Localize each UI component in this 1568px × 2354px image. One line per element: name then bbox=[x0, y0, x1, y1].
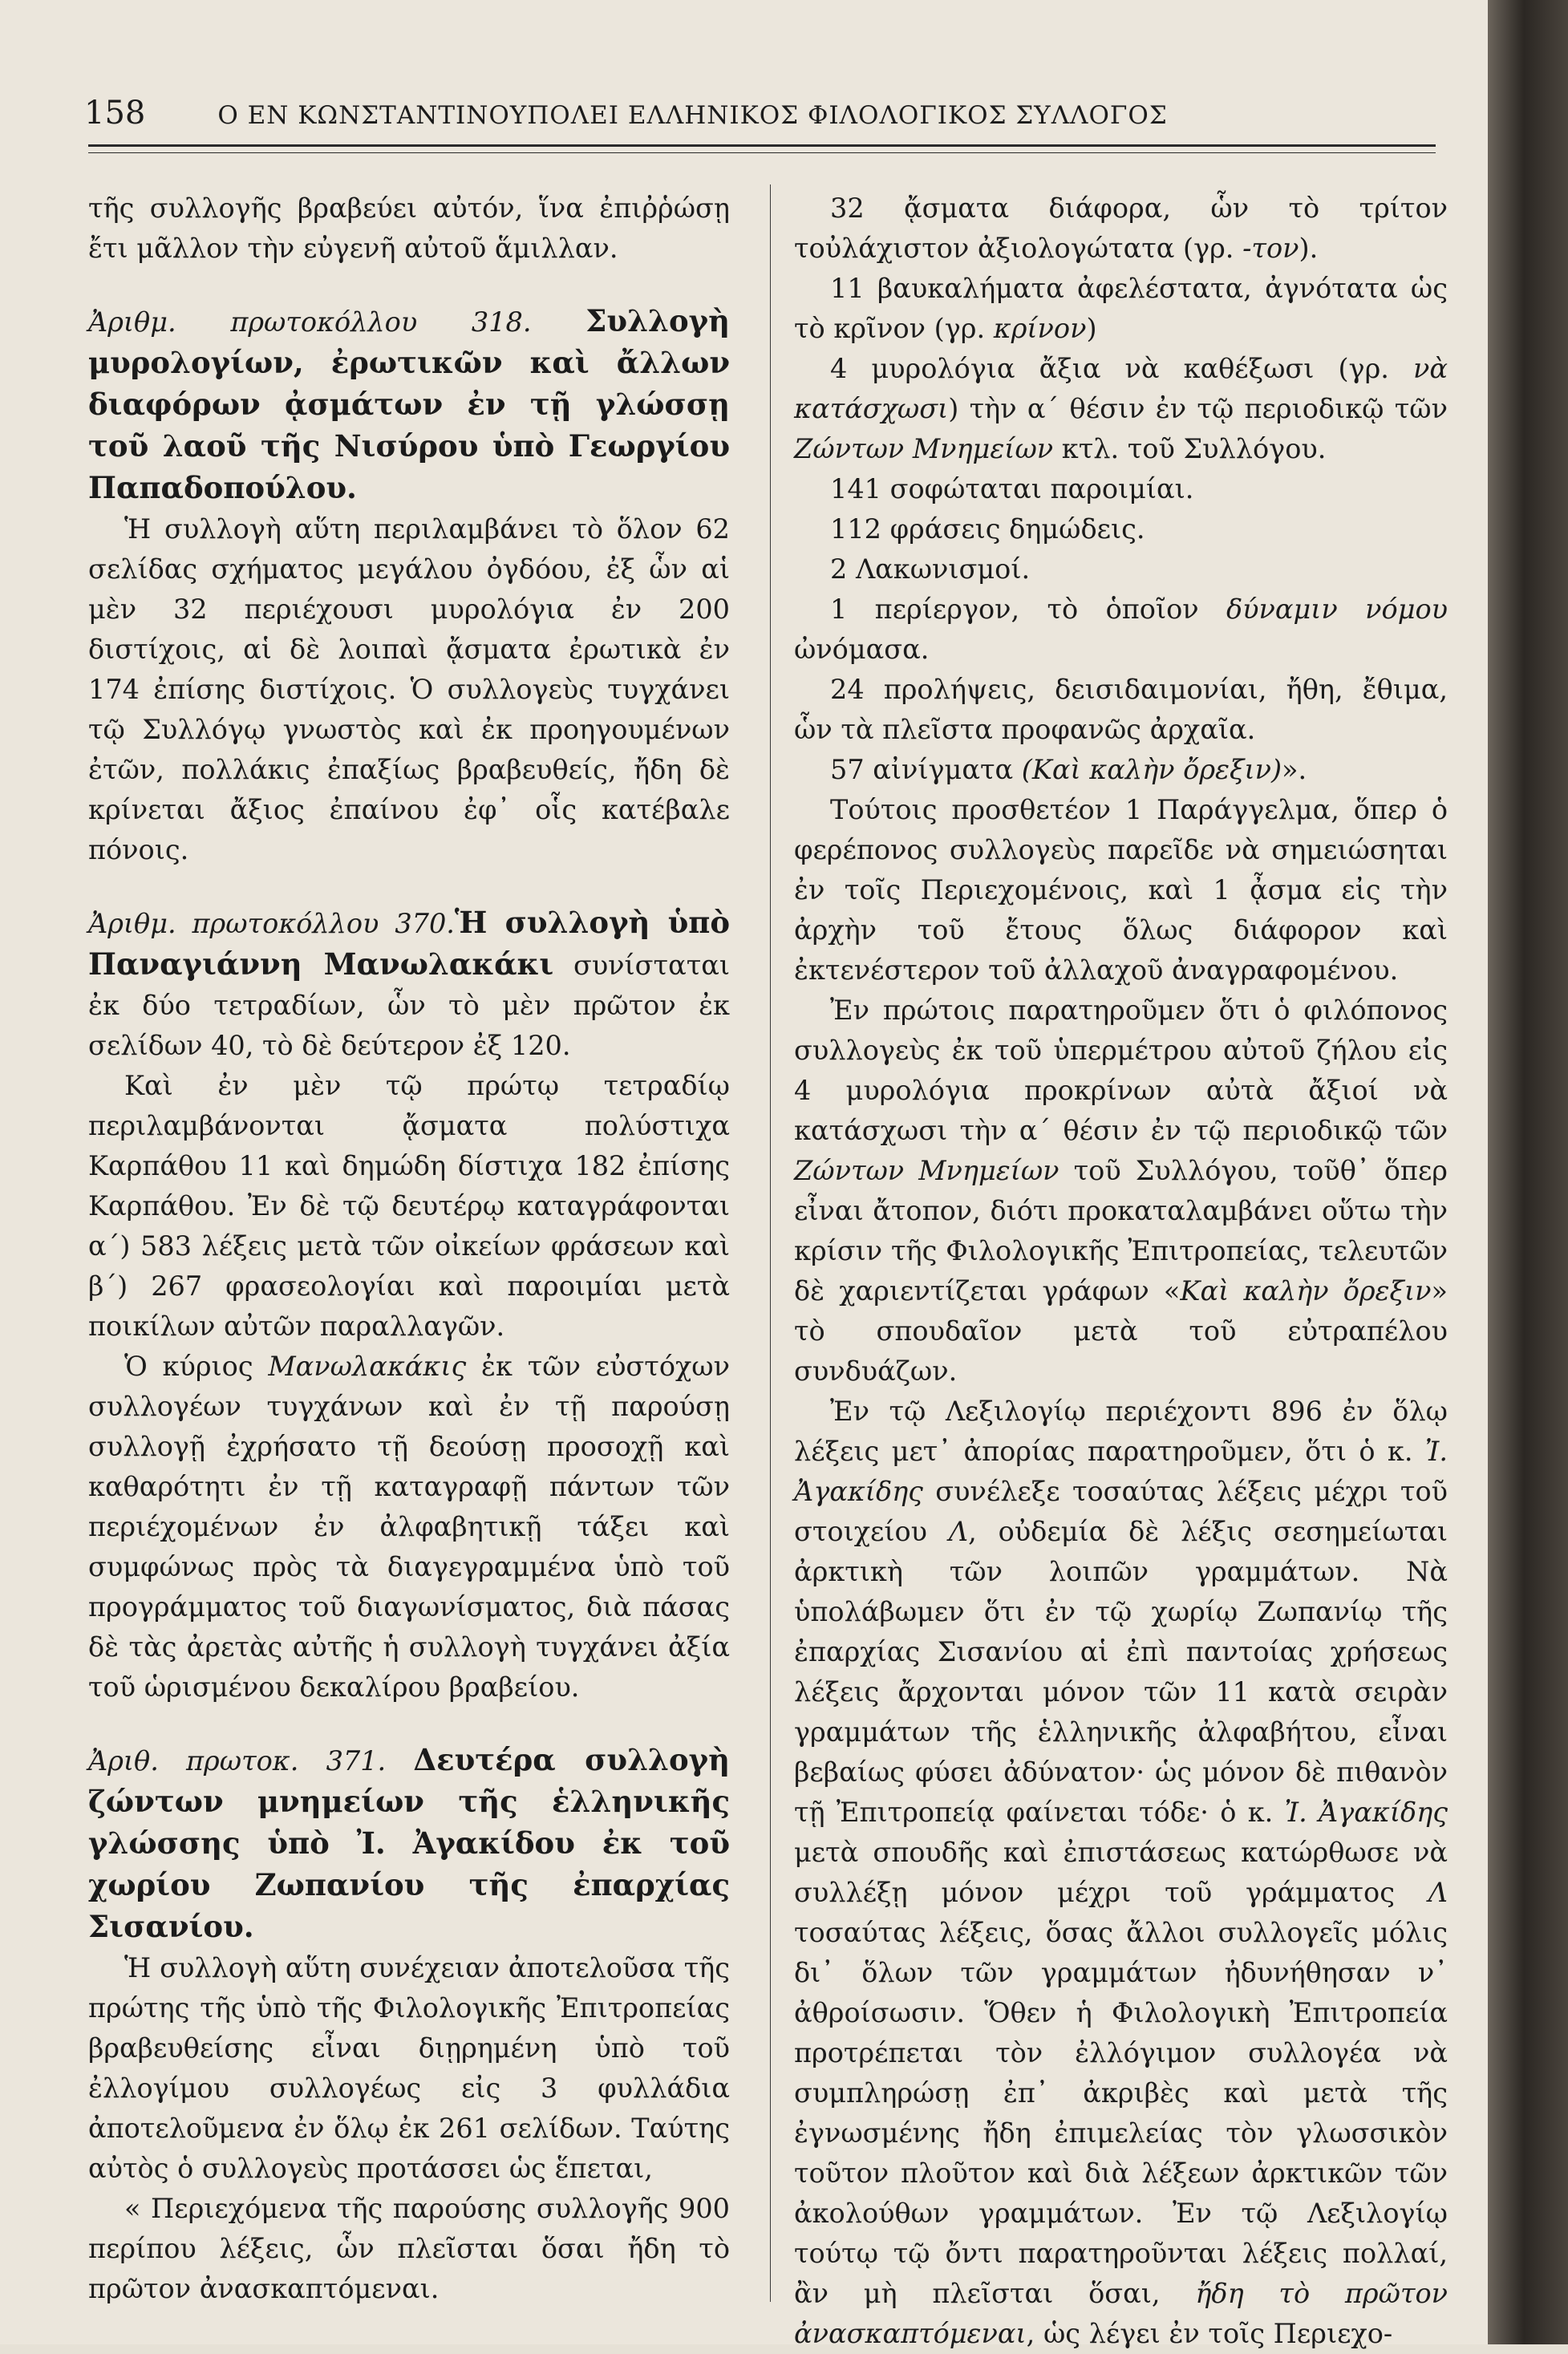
protocol-ref: Ἀριθμ. πρωτοκόλλου 370. bbox=[88, 908, 455, 939]
text-run: » τὸ σπουδαῖον μετὰ τοῦ εὐτραπέλου συνδυάζων. bbox=[794, 1275, 1448, 1387]
text-run: ) bbox=[1086, 313, 1097, 344]
protocol-ref: Ἀριθ. πρωτοκ. 371. bbox=[88, 1745, 387, 1777]
entry-318 bbox=[88, 301, 730, 509]
column-divider bbox=[770, 184, 771, 2302]
text-run: Ἐν τῷ Λεξιλογίῳ περιέχοντι 896 ἐν ὅλῳ λέξεις μετ᾽ ἀπορίας παρατηροῦμεν, ὅτι ὁ κ. bbox=[794, 1396, 1448, 1467]
protocol-ref: Ἀριθμ. πρωτοκόλλου 318. bbox=[88, 306, 532, 338]
book-spine-shadow bbox=[1488, 0, 1568, 2344]
text-run: Ζώντων Μνημείων bbox=[794, 1155, 1060, 1186]
paragraph bbox=[88, 1347, 730, 1708]
page-header bbox=[84, 95, 1287, 143]
running-title: Ο ΕΝ ΚΩΝΣΤΑΝΤΙΝΟΥΠΟΛΕΙ ΕΛΛΗΝΙΚΟΣ ΦΙΛΟΛΟΓΙΚΟΣ ΣΥΛΛΟΓΟΣ bbox=[217, 101, 1168, 130]
paragraph: τῆς συλλογῆς βραβεύει αὐτόν, ἵνα ἐπιῤῥώσῃ ἔτι μᾶλλον τὴν εὐγενῆ αὐτοῦ ἅμιλλαν. bbox=[88, 192, 730, 264]
person-name: Μανωλακάκις bbox=[268, 1351, 467, 1382]
text-run: Ζώντων Μνημείων bbox=[794, 433, 1054, 464]
text-run: μετὰ σπουδῆς καὶ ἐπιστάσεως κατώρθωσε νὰ συλλέξῃ μόνον μέχρι τοῦ γράμματος bbox=[794, 1837, 1448, 1908]
text-run: 57 αἰνίγματα bbox=[830, 754, 1022, 785]
text-run: 32 ᾄσματα διάφορα, ὧν τὸ τρίτον τοὐλάχιστον ἀξιολογώτατα (γρ. bbox=[794, 192, 1448, 264]
paragraph bbox=[794, 991, 1448, 1392]
entry-text: συνίσταται ἐκ δύο τετραδίων, ὧν τὸ μὲν πρῶτον ἐκ σελίδων 40, τὸ δὲ δεύτερον ἐξ 120. bbox=[88, 950, 730, 1061]
left-column bbox=[88, 188, 730, 2309]
text-run: 1 περίεργον, τὸ ὁποῖον bbox=[830, 594, 1226, 625]
text-run: , οὐδεμία δὲ λέξις σεσημείωται ἀρκτικὴ τῶν λοιπῶν γραμμάτων. Νὰ ὑπολάβωμεν ὅτι ἐν τῷ χωρίῳ Ζωπανίῳ τῆς ἐπαρχίας Σισανίου αἱ ἐπὶ παντοίας χρήσεως λέξεις ἄρχονται μόνον τῶν 11 κατὰ σειρὰν γραμμάτων τῆς ἑλληνικῆς ἀλφαβήτου, εἶναι βεβαίως φύσει ἀδύνατον· ὡς μόνον δὲ πιθανὸν τῇ Ἐπιτροπείᾳ φαίνεται τόδε· ὁ κ. bbox=[794, 1516, 1448, 1828]
entry-371 bbox=[88, 1740, 730, 1948]
paragraph: Τούτοις προσθετέον 1 Παράγγελμα, ὅπερ ὁ φερέπονος συλλογεὺς παρεῖδε νὰ σημειώσηται ἐν τοῖς Περιεχομένοις, καὶ 1 ᾆσμα εἰς τὴν ἀρχὴν τοῦ ἔτους ὅλως διάφορον καὶ ἐκτενέστερον τοῦ ἀλλαχοῦ ἀναγραφομένου. bbox=[794, 794, 1448, 986]
text-run: (Καὶ καλὴν ὄρεξιν) bbox=[1021, 754, 1282, 785]
text-run: Λ bbox=[948, 1516, 969, 1547]
text-run: Ἰ. Ἀγακίδης bbox=[794, 1436, 1448, 1507]
paragraph bbox=[794, 1392, 1448, 2354]
text-run: -τον bbox=[1242, 233, 1299, 264]
text-run: ». bbox=[1282, 754, 1307, 785]
list-item: 112 φράσεις δημώδεις. bbox=[830, 513, 1145, 545]
list-item: 24 προλήψεις, δεισιδαιμονίαι, ἤθη, ἔθιμα, ὧν τὰ πλεῖστα προφανῶς ἀρχαῖα. bbox=[794, 674, 1448, 745]
text-run: τοῦ Συλλόγου, τοῦθ᾽ ὅπερ εἶναι ἄτοπον, διότι προκαταλαμβάνει οὕτω τὴν κρίσιν τῆς Φιλολογικῆς Ἐπιτροπείας, τελευτῶν δὲ χαριεντίζεται γράφων « bbox=[794, 1155, 1448, 1307]
entry-title: Ἡ συλλογὴ ὑπὸ Παναγιάννη Μανωλακάκι bbox=[88, 905, 730, 982]
text-run: Ἐν πρώτοις παρατηροῦμεν ὅτι ὁ φιλόπονος συλλογεὺς ἐκ τοῦ ὑπερμέτρου αὐτοῦ ζήλου εἰς 4 μυρολόγια προκρίνων αὐτὰ ἄξιοί νὰ κατάσχωσι τὴν α΄ θέσιν ἐν τῷ περιοδικῷ τῶν bbox=[794, 995, 1448, 1146]
list-item: 141 σοφώταται παροιμίαι. bbox=[830, 473, 1194, 504]
text-run: , ὡς λέγει ἐν τοῖς Περιεχο- bbox=[1026, 2318, 1393, 2349]
text-run: νὰ κατάσχωσι bbox=[794, 353, 1448, 424]
text-run: κτλ. τοῦ Συλλόγου. bbox=[1053, 433, 1327, 464]
list-item bbox=[794, 349, 1448, 469]
header-rule-thin bbox=[88, 152, 1436, 153]
text-run: Ἰ. Ἀγακίδης bbox=[1284, 1797, 1448, 1828]
list-item bbox=[794, 750, 1448, 790]
right-column bbox=[794, 188, 1448, 2354]
text-run: ἤδη τὸ πρῶτον ἀνασκαπτόμεναι bbox=[794, 2278, 1448, 2349]
entry-370 bbox=[88, 902, 730, 1066]
text-run: τοσαύτας λέξεις, ὅσας ἄλλοι συλλογεῖς μόλις δι᾽ ὅλων τῶν γραμμάτων ἠδυνήθησαν ν᾽ ἀθροίσωσιν. Ὅθεν ἡ Φιλολογικὴ Ἐπιτροπεία προτρέπεται τὸν ἐλλόγιμον συλλογέα νὰ συμπληρώσῃ ἐπ᾽ ἀκριβὲς καὶ μετὰ τῆς ἐγνωσμένης ἤδη ἐπιμελείας τὸν γλωσσικὸν τοῦτον πλοῦτον καὶ διὰ λέξεων ἀρκτικῶν τῶν ἀκολούθων γραμμάτων. Ἐν τῷ Λεξιλογίῳ τούτῳ τῷ ὄντι παρατηροῦνται λέξεις πολλαί, ἂν μὴ πλεῖσται ὅσαι, bbox=[794, 1917, 1448, 2309]
paragraph: Ἡ συλλογὴ αὕτη συνέχειαν ἀποτελοῦσα τῆς πρώτης τῆς ὑπὸ τῆς Φιλολογικῆς Ἐπιτροπείας βραβευθείσης εἶναι διῃρημένη ὑπὸ τοῦ ἐλλογίμου συλλογέως εἰς 3 φυλλάδια ἀποτελοῦμενα ἐν ὅλῳ ἐκ 261 σελίδων. Ταύτης αὐτὸς ὁ συλλογεὺς προτάσσει ὡς ἕπεται, bbox=[88, 1952, 730, 2184]
text-run: ) τὴν α΄ θέσιν ἐν τῷ περιοδικῷ τῶν bbox=[948, 393, 1448, 424]
text-run: Καὶ καλὴν ὄρεξιν bbox=[1180, 1275, 1432, 1307]
text-run: Λ bbox=[1428, 1877, 1448, 1908]
text-run: ὠνόμασα. bbox=[794, 634, 930, 665]
quote-paragraph: « Περιεχόμενα τῆς παρούσης συλλογῆς 900 περίπου λέξεις, ὧν πλεῖσται ὅσαι ἤδη τὸ πρῶτον ἀνασκαπτόμεναι. bbox=[88, 2193, 730, 2304]
text-run: Ὁ κύριος bbox=[124, 1351, 269, 1382]
page-number: 158 bbox=[84, 95, 146, 132]
paragraph: Καὶ ἐν μὲν τῷ πρώτῳ τετραδίῳ περιλαμβάνονται ᾄσματα πολύστιχα Καρπάθου 11 καὶ δημώδη δίστιχα 182 ἐπίσης Καρπάθου. Ἐν δὲ τῷ δευτέρῳ καταγράφονται α΄) 583 λέξεις μετὰ τῶν οἰκείων φράσεων καὶ β΄) 267 φρασεολογίαι καὶ παροιμίαι μετὰ ποικίλων αὐτῶν παραλλαγῶν. bbox=[88, 1070, 730, 1342]
text-run: κρίνον bbox=[993, 313, 1087, 344]
text-run: ἐκ τῶν εὐστόχων συλλογέων τυγχάνων καὶ ἐν τῇ παρούσῃ συλλογῇ ἐχρήσατο τῇ δεούσῃ προσοχῇ καὶ καθαρότητι ἐν τῇ καταγραφῇ πάντων τῶν περιέχομένων ἐν ἀλφαβητικῇ τάξει καὶ συμφώνως πρὸς τὰ διαγεγραμμένα ὑπὸ τοῦ προγράμματος τοῦ διαγωνίσματος, διὰ πάσας δὲ τὰς ἀρετὰς αὐτῆς ἡ συλλογὴ τυγχάνει ἀξία τοῦ ὡρισμένου δεκαλίρου βραβείου. bbox=[88, 1351, 730, 1703]
text-run: συνέλεξε τοσαύτας λέξεις μέχρι τοῦ στοιχείου bbox=[794, 1476, 1448, 1547]
text-run: 4 μυρολόγια ἄξια νὰ καθέξωσι (γρ. bbox=[830, 353, 1413, 384]
entry-title: Συλλογὴ μυρολογίων, ἐρωτικῶν καὶ ἄλλων διαφόρων ᾀσμάτων ἐν τῇ γλώσσῃ τοῦ λαοῦ τῆς Νισύρου ὑπὸ Γεωργίου Παπαδοπούλου. bbox=[88, 303, 730, 505]
paragraph: Ἡ συλλογὴ αὕτη περιλαμβάνει τὸ ὅλον 62 σελίδας σχήματος μεγάλου ὀγδόου, ἐξ ὧν αἱ μὲν 32 περιέχουσι μυρολόγια ἐν 200 διστίχοις, αἱ δὲ λοιπαὶ ᾄσματα ἐρωτικὰ ἐν 174 ἐπίσης διστίχοις. Ὁ συλλογεὺς τυγχάνει τῷ Συλλόγῳ γνωστὸς καὶ ἐκ προηγουμένων ἐτῶν, πολλάκις ἐπαξίως βραβευθείς, ἤδη δὲ κρίνεται ἄξιος ἐπαίνου ἐφ᾽ οἷς κατέβαλε πόνοις. bbox=[88, 513, 730, 865]
list-item: 2 Λακωνισμοί. bbox=[830, 553, 1031, 585]
text-run: δύναμιν νόμου bbox=[1226, 594, 1448, 625]
header-rule-thick bbox=[88, 144, 1436, 147]
text-run: 11 βαυκαλήματα ἀφελέστατα, ἀγνότατα ὡς τὸ κρῖνον (γρ. bbox=[794, 273, 1448, 344]
list-item bbox=[794, 269, 1448, 349]
text-run: ). bbox=[1299, 233, 1319, 264]
list-item bbox=[794, 590, 1448, 670]
entry-title: Δευτέρα συλλογὴ ζώντων μνημείων τῆς ἑλληνικῆς γλώσσης ὑπὸ Ἰ. Ἀγακίδου ἐκ τοῦ χωρίου Ζωπανίου τῆς ἐπαρχίας Σισανίου. bbox=[88, 1742, 730, 1944]
list-item bbox=[794, 188, 1448, 269]
